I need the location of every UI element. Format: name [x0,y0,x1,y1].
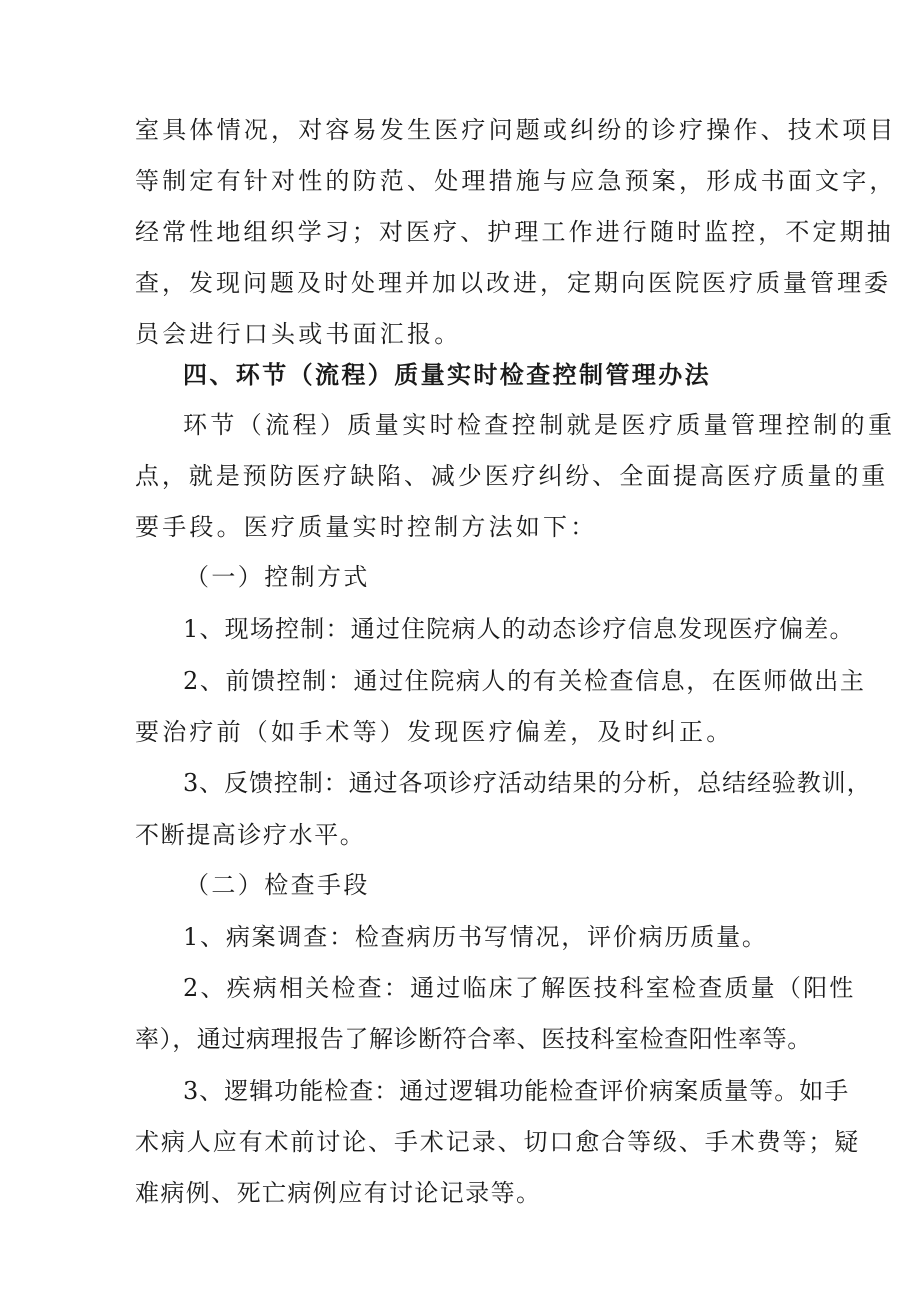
list-item: 2、前馈控制：通过住院病人的有关检查信息，在医师做出主 [183,667,866,695]
list-item-continuation: 要治疗前（如手术等）发现医疗偏差，及时纠正。 [135,718,734,746]
paragraph-line: 查，发现问题及时处理并加以改进，定期向医院医疗质量管理委 [135,269,891,297]
paragraph-line: 点，就是预防医疗缺陷、减少医疗纠纷、全面提高医疗质量的重 [135,462,889,490]
paragraph-line: 要手段。医疗质量实时控制方法如下： [135,513,598,541]
section-heading: 四、环节（流程）质量实时检查控制管理办法 [183,361,711,389]
paragraph-line: 经常性地组织学习；对医疗、护理工作进行随时监控，不定期抽 [135,218,894,246]
paragraph-line: 室具体情况，对容易发生医疗问题或纠纷的诊疗操作、技术项目 [135,116,897,144]
list-item-continuation: 难病例、死亡病例应有讨论记录等。 [135,1179,542,1207]
paragraph-line: 环节（流程）质量实时检查控制就是医疗质量管理控制的重 [183,411,896,439]
subsection-heading: （一）控制方式 [185,563,370,591]
list-item: 1、现场控制：通过住院病人的动态诊疗信息发现医疗偏差。 [183,615,855,643]
list-item-continuation: 术病人应有术前讨论、手术记录、切口愈合等级、手术费等；疑 [135,1128,861,1156]
list-item: 3、逻辑功能检查：通过逻辑功能检查评价病案质量等。如手 [183,1077,850,1105]
list-item-continuation: 率），通过病理报告了解诊断符合率、医技科室检查阳性率等。 [135,1025,812,1053]
list-item: 3、反馈控制：通过各项诊疗活动结果的分析，总结经验教训， [183,769,872,797]
subsection-heading: （二）检查手段 [185,871,370,899]
list-item-continuation: 不断提高诊疗水平。 [135,821,366,849]
list-item: 1、病案调查：检查病历书写情况，评价病历质量。 [183,923,768,951]
list-item: 2、疾病相关检查：通过临床了解医技科室检查质量（阳性 [183,974,856,1002]
paragraph-line: 等制定有针对性的防范、处理措施与应急预案，形成书面文字， [135,167,897,195]
paragraph-line: 员会进行口头或书面汇报。 [135,320,462,348]
